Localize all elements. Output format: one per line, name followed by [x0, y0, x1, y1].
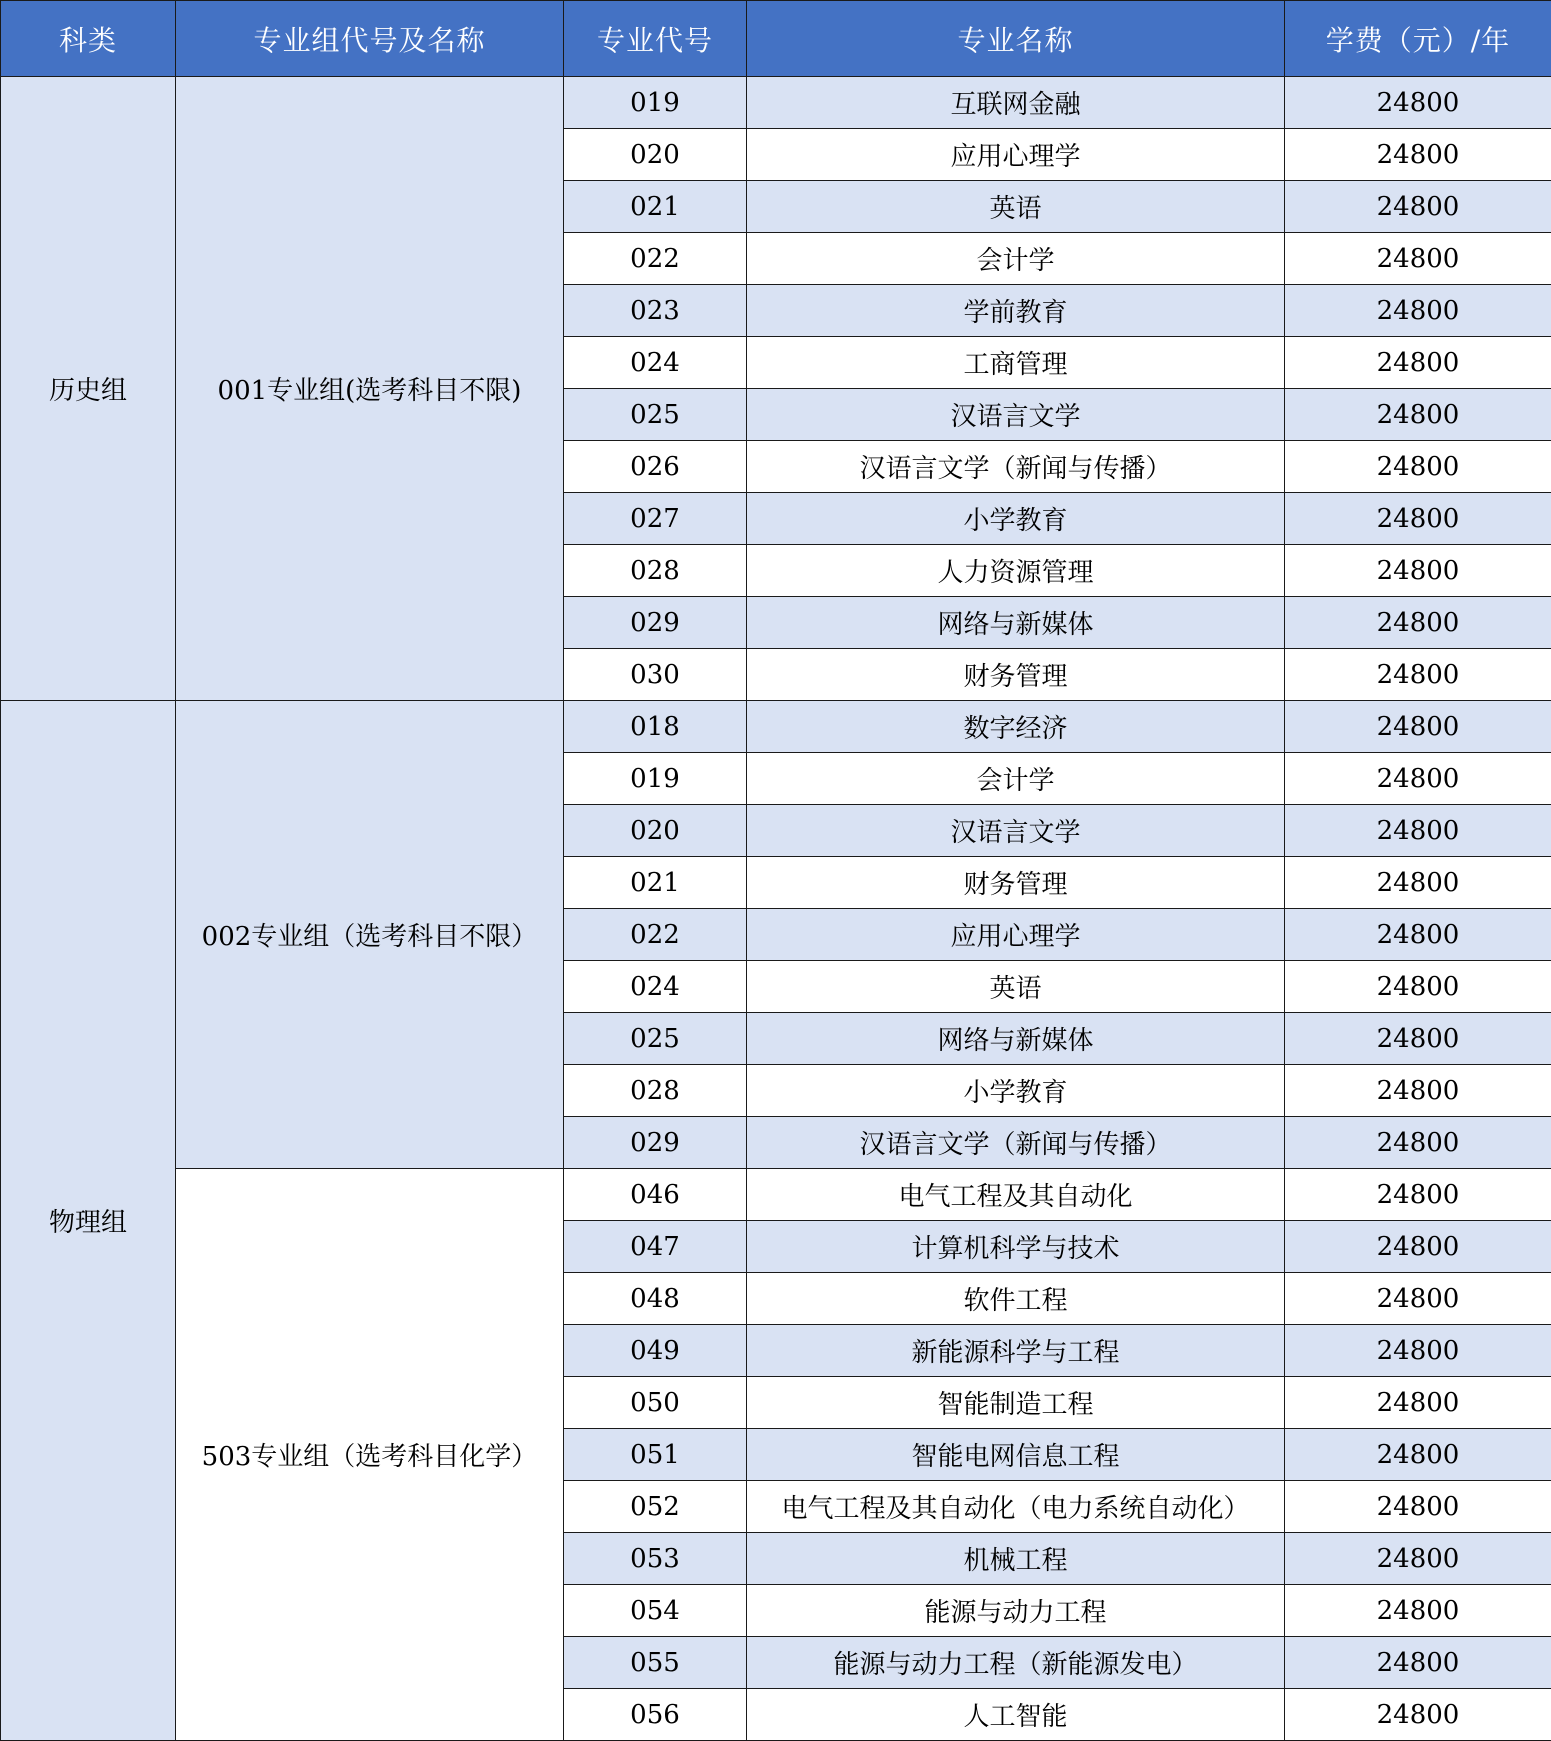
tuition-cell: 24800	[1285, 1117, 1551, 1169]
major-name-cell: 汉语言文学	[747, 389, 1285, 441]
major-name-cell: 财务管理	[747, 857, 1285, 909]
tuition-cell: 24800	[1285, 181, 1551, 233]
tuition-cell: 24800	[1285, 753, 1551, 805]
tuition-cell: 24800	[1285, 1013, 1551, 1065]
tuition-cell: 24800	[1285, 1169, 1551, 1221]
major-code-cell: 055	[564, 1637, 747, 1689]
tuition-cell: 24800	[1285, 1481, 1551, 1533]
major-name-cell: 财务管理	[747, 649, 1285, 701]
category-cell: 物理组	[1, 701, 176, 1741]
tuition-cell: 24800	[1285, 545, 1551, 597]
major-code-cell: 023	[564, 285, 747, 337]
tuition-cell: 24800	[1285, 77, 1551, 129]
tuition-cell: 24800	[1285, 1429, 1551, 1481]
major-name-cell: 智能电网信息工程	[747, 1429, 1285, 1481]
major-name-cell: 应用心理学	[747, 909, 1285, 961]
major-code-cell: 026	[564, 441, 747, 493]
major-name-cell: 汉语言文学（新闻与传播）	[747, 441, 1285, 493]
tuition-cell: 24800	[1285, 285, 1551, 337]
major-name-cell: 电气工程及其自动化	[747, 1169, 1285, 1221]
major-name-cell: 汉语言文学	[747, 805, 1285, 857]
tuition-cell: 24800	[1285, 337, 1551, 389]
major-code-cell: 047	[564, 1221, 747, 1273]
major-code-cell: 029	[564, 597, 747, 649]
major-code-cell: 025	[564, 389, 747, 441]
major-code-cell: 046	[564, 1169, 747, 1221]
major-code-cell: 022	[564, 909, 747, 961]
major-name-cell: 网络与新媒体	[747, 1013, 1285, 1065]
tuition-cell: 24800	[1285, 1325, 1551, 1377]
major-code-cell: 052	[564, 1481, 747, 1533]
major-name-cell: 学前教育	[747, 285, 1285, 337]
major-code-cell: 054	[564, 1585, 747, 1637]
tuition-cell: 24800	[1285, 1533, 1551, 1585]
header-category: 科类	[1, 1, 176, 77]
major-code-cell: 020	[564, 129, 747, 181]
tuition-cell: 24800	[1285, 1377, 1551, 1429]
major-name-cell: 应用心理学	[747, 129, 1285, 181]
tuition-cell: 24800	[1285, 1637, 1551, 1689]
major-code-cell: 019	[564, 753, 747, 805]
tuition-cell: 24800	[1285, 909, 1551, 961]
header-row	[1, 1, 1551, 77]
tuition-cell: 24800	[1285, 805, 1551, 857]
table-row	[1, 701, 1551, 753]
major-code-cell: 049	[564, 1325, 747, 1377]
major-name-cell: 英语	[747, 961, 1285, 1013]
major-code-cell: 050	[564, 1377, 747, 1429]
tuition-cell: 24800	[1285, 1689, 1551, 1741]
major-name-cell: 会计学	[747, 233, 1285, 285]
major-name-cell: 数字经济	[747, 701, 1285, 753]
tuition-cell: 24800	[1285, 441, 1551, 493]
major-code-cell: 053	[564, 1533, 747, 1585]
major-code-cell: 018	[564, 701, 747, 753]
major-code-cell: 022	[564, 233, 747, 285]
major-code-cell: 024	[564, 337, 747, 389]
major-name-cell: 智能制造工程	[747, 1377, 1285, 1429]
tuition-cell: 24800	[1285, 961, 1551, 1013]
category-cell: 历史组	[1, 77, 176, 701]
major-code-cell: 028	[564, 545, 747, 597]
major-name-cell: 会计学	[747, 753, 1285, 805]
tuition-cell: 24800	[1285, 1065, 1551, 1117]
tuition-cell: 24800	[1285, 857, 1551, 909]
major-name-cell: 计算机科学与技术	[747, 1221, 1285, 1273]
group-cell: 001专业组(选考科目不限)	[176, 77, 564, 701]
tuition-cell: 24800	[1285, 1585, 1551, 1637]
major-name-cell: 能源与动力工程（新能源发电）	[747, 1637, 1285, 1689]
major-name-cell: 新能源科学与工程	[747, 1325, 1285, 1377]
major-name-cell: 电气工程及其自动化（电力系统自动化）	[747, 1481, 1285, 1533]
major-name-cell: 机械工程	[747, 1533, 1285, 1585]
major-name-cell: 能源与动力工程	[747, 1585, 1285, 1637]
header-tuition: 学费（元）/年	[1285, 1, 1551, 77]
major-name-cell: 互联网金融	[747, 77, 1285, 129]
major-code-cell: 024	[564, 961, 747, 1013]
major-code-cell: 025	[564, 1013, 747, 1065]
tuition-cell: 24800	[1285, 129, 1551, 181]
tuition-cell: 24800	[1285, 1221, 1551, 1273]
major-name-cell: 软件工程	[747, 1273, 1285, 1325]
table-row	[1, 77, 1551, 129]
major-code-cell: 051	[564, 1429, 747, 1481]
major-name-cell: 工商管理	[747, 337, 1285, 389]
major-code-cell: 028	[564, 1065, 747, 1117]
major-name-cell: 小学教育	[747, 1065, 1285, 1117]
major-code-cell: 027	[564, 493, 747, 545]
header-major-code: 专业代号	[564, 1, 747, 77]
major-code-cell: 019	[564, 77, 747, 129]
major-code-cell: 048	[564, 1273, 747, 1325]
major-name-cell: 人工智能	[747, 1689, 1285, 1741]
tuition-cell: 24800	[1285, 597, 1551, 649]
major-code-cell: 056	[564, 1689, 747, 1741]
major-code-cell: 029	[564, 1117, 747, 1169]
group-cell: 503专业组（选考科目化学）	[176, 1169, 564, 1741]
tuition-cell: 24800	[1285, 701, 1551, 753]
tuition-cell: 24800	[1285, 1273, 1551, 1325]
header-major-name: 专业名称	[747, 1, 1285, 77]
major-name-cell: 英语	[747, 181, 1285, 233]
major-code-cell: 030	[564, 649, 747, 701]
tuition-cell: 24800	[1285, 389, 1551, 441]
major-code-cell: 021	[564, 181, 747, 233]
major-name-cell: 小学教育	[747, 493, 1285, 545]
table-row	[1, 1169, 1551, 1221]
major-name-cell: 网络与新媒体	[747, 597, 1285, 649]
major-name-cell: 人力资源管理	[747, 545, 1285, 597]
group-cell: 002专业组（选考科目不限）	[176, 701, 564, 1169]
major-code-cell: 021	[564, 857, 747, 909]
table-body	[1, 77, 1551, 1741]
tuition-cell: 24800	[1285, 493, 1551, 545]
tuition-cell: 24800	[1285, 649, 1551, 701]
tuition-cell: 24800	[1285, 233, 1551, 285]
header-group: 专业组代号及名称	[176, 1, 564, 77]
major-code-cell: 020	[564, 805, 747, 857]
major-name-cell: 汉语言文学（新闻与传播）	[747, 1117, 1285, 1169]
